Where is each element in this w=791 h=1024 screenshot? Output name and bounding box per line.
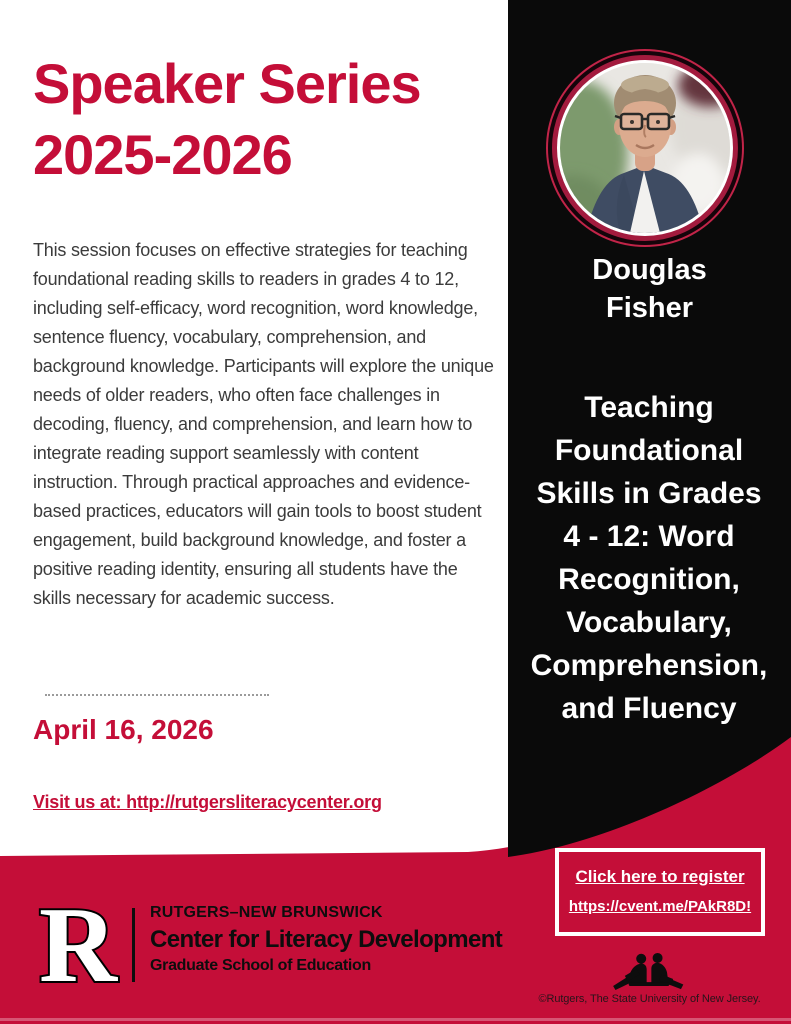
speaker-photo [560,63,730,233]
registration-box [555,848,765,936]
bottom-edge-strip [0,1018,791,1021]
talk-title-line: Teaching [584,391,714,424]
page-title-line1: Speaker Series [33,52,421,115]
page-title-line2: 2025-2026 [33,123,292,186]
speaker-name [508,251,791,327]
rutgers-r-letter: R [39,903,117,989]
dotted-divider [45,694,269,696]
reading-figures-icon [610,950,688,999]
copyright-text: ©Rutgers, The State University of New Jersey. [538,993,761,1005]
session-description: This session focuses on effective strategies for teaching foundational reading skills to readers in grades 4 to 12, including self-efficacy, word recognition, word knowledge, sentence fluency, vocabulary, comprehension, and background knowledge. Participants will explore the unique needs of older readers, who often face challenges in decoding, fluency, and comprehension, and learn how to integrate reading support seamlessly with content instruction. Through practical approaches and evidence-based practices, educators will gain tools to boost student engagement, build background knowledge, and foster a positive reading identity, ensuring all students have the skills necessary for academic success. [33,240,494,608]
university-name: RUTGERS–NEW BRUNSWICK [150,904,383,921]
rutgers-r-logo [31,903,125,994]
talk-title-line: Skills in Grades [536,477,762,510]
school-name: Graduate School of Education [150,957,371,974]
brand-block [150,904,502,975]
center-name: Center for Literacy Development [150,926,503,953]
talk-title-line: Recognition, [558,563,740,596]
talk-title-line: Foundational [554,434,744,467]
talk-title-line: and Fluency [561,692,737,725]
talk-title-line: 4 - 12: Word [563,520,735,553]
talk-title [504,386,791,730]
portrait-illustration [560,63,730,233]
talk-title-line: Vocabulary, [566,606,732,639]
talk-title-line: Comprehension, [530,649,768,682]
event-date: April 16, 2026 [33,714,214,745]
logo-divider [132,908,135,982]
page-title [33,48,421,190]
register-link[interactable]: Click here to register [575,867,745,886]
register-url-link[interactable]: https://cvent.me/PAkR8D! [568,898,752,915]
speaker-first-name: Douglas [592,254,707,286]
website-link[interactable]: Visit us at: http://rutgersliteracycenter.org [33,792,382,812]
speaker-last-name: Fisher [605,292,694,324]
